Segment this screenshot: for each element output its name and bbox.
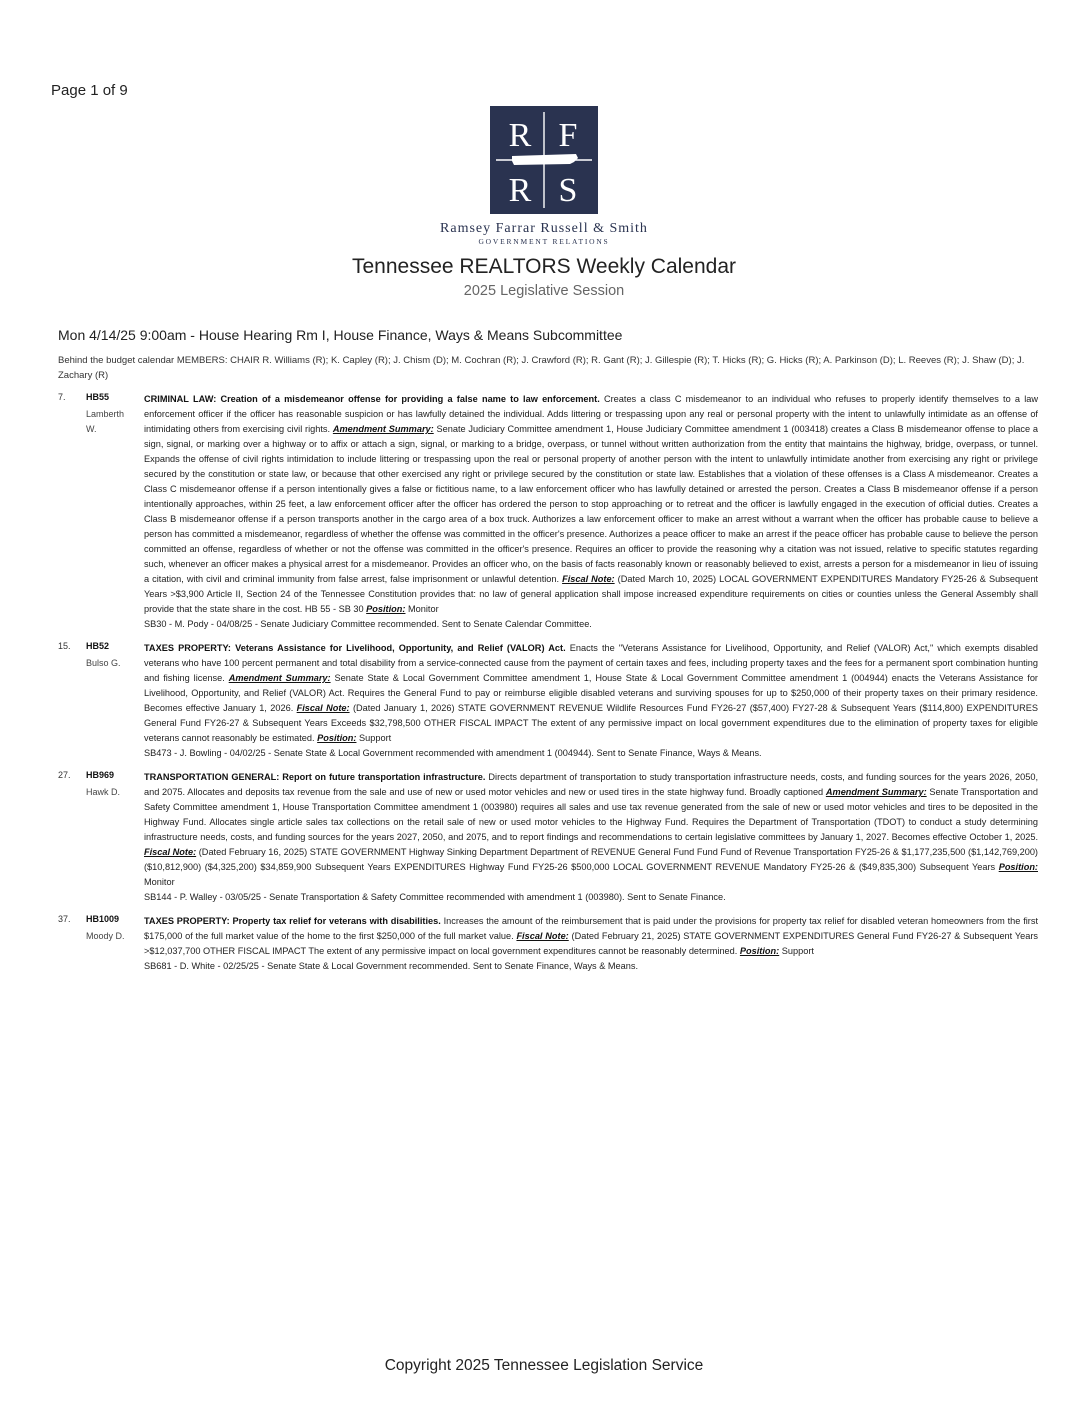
bill-sponsor: Bulso G. (86, 658, 121, 668)
position-value: Support (356, 733, 392, 743)
logo-letter-s: S (558, 172, 578, 209)
hearing-heading: Mon 4/14/25 9:00am - House Hearing Rm I, House Finance, Ways & Means Subcommittee (58, 327, 623, 343)
amendment-summary-label: Amendment Summary: (332, 424, 434, 434)
fiscal-note-text: (Dated March 10, 2025) LOCAL GOVERNMENT EXPENDITURES Mandatory FY25-26 & Subsequent Years >$3,900 Article II, Section 24 of the Tennessee Constitution provides that: no law of general application shall impose increased expenditure requirements on cities or counties unless the General Assembly shall provide that the state share in the cost. HB 55 - SB 30 (144, 574, 1038, 614)
bill-entry (58, 392, 1038, 632)
summary-text: Enacts the "Veterans Assistance for Livelihood, Opportunity, and Relief (VALOR) Act," which exempts disabled veterans who have 100 percent permanent and total disability from a service-connected cause from the payment of certain taxes and fees, including property taxes and the fees for a permanent sport combination hunting and fishing license. (144, 643, 1038, 683)
amendment-summary-label: Amendment Summary: (825, 787, 927, 797)
logo-letter-f: F (558, 117, 578, 154)
committee-members: Behind the budget calendar MEMBERS: CHAIR R. Williams (R); K. Capley (R); J. Chism (D); M. Cochran (R); J. Crawford (R); R. Gant (R); J. Gillespie (R); T. Hicks (R); G. Hicks (R); A. Parkinson (D); L. Reeves (R); J. Shaw (D); J. Zachary (R) (58, 355, 1025, 381)
document-title: Tennessee REALTORS Weekly Calendar (351, 255, 737, 278)
bill-index: 27. (58, 770, 71, 780)
bill-number: HB55 (86, 392, 110, 402)
bill-summary (144, 770, 1038, 890)
bill-last-action: SB473 - J. Bowling - 04/02/25 - Senate State & Local Government recommended with amendment 1 (004944). Sent to Senate Finance, Ways & Means. (144, 748, 762, 758)
bill-caption: TRANSPORTATION GENERAL: Report on future transportation infrastructure. (144, 772, 486, 782)
logo-letter-r2: R (508, 172, 532, 209)
bill-number: HB52 (86, 641, 110, 651)
fiscal-note-label: Fiscal Note: (562, 574, 615, 584)
amendment-text: Senate Transportation and Safety Committee amendment 1, House Transportation Committee amendment 1 (003980) requires all sales and use tax revenue generated from the sale of new or used motor vehicles and tires to be deposited in the Highway Fund. Allocates single article sales tax collections on the retail sale of new or used motor vehicles to the Highway Fund. Requires the Department of Transportation (TDOT) to conduct a study determining infrastructure needs, costs, and funding sources for the years 2027, 2050, and 2075, and to report findings and recommendations to certain legislative committees by January 1, 2027. Becomes effective October 1, 2025. (144, 787, 1038, 842)
amendment-summary-label: Amendment Summary: (228, 673, 331, 683)
logo-letter-r1: R (508, 117, 532, 154)
amendment-text: Senate Judiciary Committee amendment 1, House Judiciary Committee amendment 1 (003418) creates a Class B misdemeanor offense to place a sign, signal, or marking over a highway or to affix or attach a sign, signal, or marking to a bridge, overpass, or tunnel without written authorization from the entity that maintains the highway, bridge, overpass, or tunnel. Expands the offense of civil rights intimidation to include littering or trespassing upon the real or personal property of another person with the intent to unlawfully intimidate another from exercising any right or privilege secured by the constitution or state law, or because that other exercised any right or privilege secured by the constitution or state law. Establishes that a violation of these offenses is a Class A misdemeanor. Creates a Class C misdemeanor offense if a person intentionally gives a false or fictitious name, to a law enforcement officer who has lawfully detained or arrested the person. Creates a Class B misdemeanor offense if a person intentionally approaches, within 25 feet, a law enforcement officer after the officer has ordered the person to stop approaching or to retreat and the officer is lawfully engaged in the execution of official duties. Creates a Class B misdemeanor offense if a person transports another in the cargo area of a box truck. Authorizes a law enforcement officer to make an arrest without a warrant when the officer has probable cause to believe a person has committed a misdemeanor, regardless of whether the offense was committed in the officer's presence. Authorizes a peace officer to make an arrest if the peace officer has probable cause to believe the person committed an offense, regardless of whether or not the offense was committed in the officer's presence. Requires an officer to provide the reasoning why a citation was not issued, relative to specific statutes regarding such, whenever an officer makes a physical arrest for a misdemeanor. Provides an officer who, on the basis of facts reasonably known or reasonably believed to exist, arrests a person for a misdemeanor in lieu of issuing a citation, with civil and criminal immunity from false arrest, false imprisonment or unlawful detention. (144, 424, 1038, 584)
bill-caption: TAXES PROPERTY: Veterans Assistance for Livelihood, Opportunity, and Relief (VALOR) Act. (144, 643, 566, 653)
firm-logo (420, 106, 668, 246)
fiscal-note-text: (Dated February 21, 2025) STATE GOVERNMENT EXPENDITURES General Fund FY26-27 & Subsequent Years >$12,037,700 OTHER FISCAL IMPACT The extent of any permissive impact on local government expenditures cannot be reasonably determined. (144, 931, 1038, 956)
bill-entry (58, 641, 1038, 761)
position-value: Support (779, 946, 814, 956)
bill-caption: TAXES PROPERTY: Property tax relief for veterans with disabilities. (144, 916, 441, 926)
rfrs-logo-mark (490, 106, 598, 214)
fiscal-note-text: (Dated February 16, 2025) STATE GOVERNMENT Highway Sinking Department Department of REVENUE General Fund Fund Fund of Revenue Transportation FY25-26 & $1,177,235,500 ($1,142,769,200) ($10,812,900) ($4,325,200) $34,859,900 Subsequent Years EXPENDITURES Highway Fund FY25-26 $500,000 LOCAL GOVERNMENT REVENUE Mandatory FY25-26 & ($49,835,300) Subsequent Years (144, 847, 1038, 872)
amendment-text: Senate State & Local Government Committee amendment 1, House State & Local Government Committee amendment 1 (004944) enacts the Veterans Assistance for Livelihood, Opportunity, and Relief (VALOR) Act. Requires the General Fund to pay or reimburse eligible disabled veterans and surviving spouses for up to $250,000 of their property taxes on their primary residence. Becomes effective January 1, 2026. (144, 673, 1038, 713)
bill-summary (144, 392, 1038, 617)
document-subtitle: 2025 Legislative Session (463, 283, 625, 299)
firm-name: Ramsey Farrar Russell & Smith (440, 221, 648, 236)
position-label: Position: (739, 946, 780, 956)
bill-caption: CRIMINAL LAW: Creation of a misdemeanor offense for providing a false name to law enforcement. (144, 394, 600, 404)
bill-last-action: SB681 - D. White - 02/25/25 - Senate State & Local Government recommended. Sent to Senate Finance, Ways & Means. (144, 961, 638, 971)
bill-number: HB969 (86, 770, 115, 780)
fiscal-note-text: (Dated January 1, 2026) STATE GOVERNMENT REVENUE Wildlife Resources Fund FY26-27 ($57,400) FY27-28 & Subsequent Years ($114,800) EXPENDITURES General Fund FY26-27 & Subsequent Years Exceeds $32,798,500 OTHER FISCAL IMPACT The extent of any permissive impact on local government expenditures due to the elimination of property taxes for eligible veterans cannot reasonably be estimated. (144, 703, 1038, 743)
bill-sponsor: Hawk D. (86, 787, 121, 797)
fiscal-note-label: Fiscal Note: (144, 847, 197, 857)
bill-entry (58, 770, 1038, 905)
bill-summary (144, 914, 1038, 959)
bill-sponsor: Moody D. (86, 931, 125, 941)
bill-index: 37. (58, 914, 71, 924)
bill-last-action: SB144 - P. Walley - 03/05/25 - Senate Transportation & Safety Committee recommended with amendment 1 (003980). Sent to Senate Finance. (144, 892, 726, 902)
bill-entry (58, 914, 1038, 974)
firm-subtitle: GOVERNMENT RELATIONS (478, 237, 610, 246)
bill-list (58, 392, 1038, 983)
bill-index: 7. (58, 392, 66, 402)
bill-index: 15. (58, 641, 71, 651)
position-label: Position: (366, 604, 406, 614)
page-number: Page 1 of 9 (51, 82, 128, 99)
fiscal-note-label: Fiscal Note: (296, 703, 350, 713)
summary-text: Increases the amount of the reimbursement that is paid under the provisions for property tax relief for disabled veteran homeowners from the first $175,000 of the full market value of the home to the first $250,000 of the full market value. (144, 916, 1038, 941)
position-label: Position: (998, 862, 1038, 872)
fiscal-note-label: Fiscal Note: (516, 931, 569, 941)
bill-sponsor: Lamberth W. (86, 409, 125, 434)
bill-number: HB1009 (86, 914, 120, 924)
position-value: Monitor (144, 877, 175, 887)
position-label: Position: (317, 733, 357, 743)
bill-summary (144, 641, 1038, 746)
bill-last-action: SB30 - M. Pody - 04/08/25 - Senate Judiciary Committee recommended. Sent to Senate Calendar Committee. (144, 619, 592, 629)
summary-text: Directs department of transportation to study transportation infrastructure needs, costs, and funding sources for the years 2026, 2050, and 2075. Allocates and deposits tax revenue from the sale and use of new or used motor vehicles and new or used tires in the state highway fund. Broadly captioned (144, 772, 1038, 797)
summary-text: Creates a class C misdemeanor to an individual who refuses to properly identify themselves to a law enforcement officer if the officer has reasonable suspicion or has lawfully detained the individual. Adds littering or trespassing upon any real or personal property with the intent to unlawfully intimidate as an offense of intimidating others from exercising civil rights. (144, 394, 1038, 434)
position-value: Monitor (405, 604, 439, 614)
copyright-footer: Copyright 2025 Tennessee Legislation Service (384, 1357, 704, 1374)
